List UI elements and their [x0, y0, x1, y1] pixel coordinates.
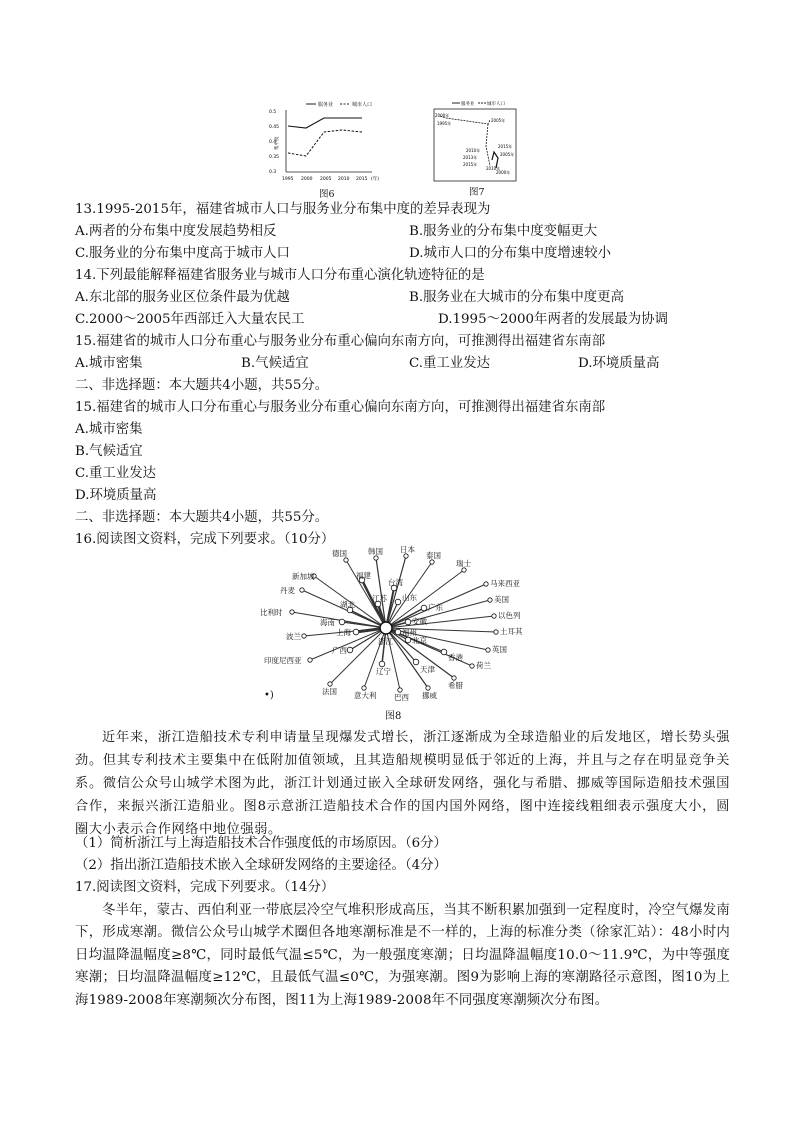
fig6-xtick-2: 2000 — [301, 177, 313, 182]
fig8-node-label: 波兰 — [286, 632, 301, 641]
fig8-edge — [386, 616, 494, 628]
fig8-node-label: 天津 — [420, 665, 435, 674]
fig8-node-label: 法国 — [322, 687, 337, 696]
fig7-label-6: 2015年 — [463, 162, 478, 167]
q14-option-c: C.2000～2005年西部迁入大量农民工 — [75, 312, 305, 327]
figure-6 — [266, 98, 392, 188]
fig8-node-label: 辽宁 — [376, 667, 391, 676]
fig7-legend-a: 服务业 — [461, 102, 475, 107]
fig8-node-label: 北京 — [412, 636, 427, 645]
q13-option-b: B.服务业的分布集中度变幅更大 — [409, 224, 598, 239]
fig6-line-service — [288, 118, 362, 128]
fig8-node — [421, 605, 427, 611]
fig7-legend-b: 城市人口 — [487, 102, 505, 107]
fig8-hub-node — [380, 622, 392, 634]
fig8-node — [353, 629, 359, 635]
fig6-ytick-4: 0.35 — [269, 155, 280, 160]
q17-paragraph: 冬半年，蒙古、西伯利亚一带底层冷空气堆积形成高压，当其不断积累加强到一定程度时，冷空气爆发南下，形成寒潮。微信公众号山城学术圈但各地寒潮标准是不一样的，上海的标准分类（徐家汇站）：48小时内日均温降温幅度≥8℃，同时最低气温≤5℃，为一般强度寒潮；日均温降温幅度10.0～11.9℃，为中等强度寒潮；日均温降温幅度≥12℃，且最低气温≤0℃，为强寒潮。图9为影响上海的寒潮路径示意图，图10为上海1989-2008年寒潮频次分布图，图11为上海1989-2008年不同强度寒潮频次分布图。 — [75, 903, 730, 1008]
fig7-label-10: 2000年 — [496, 170, 511, 175]
q15-option-a: A.城市密集 — [75, 356, 143, 371]
q17-stem: 17.阅读图文资料，完成下列要求。（14分） — [75, 880, 335, 895]
fig8-node-label: 希腊 — [448, 681, 463, 690]
q15b-option-a: A.城市密集 — [75, 422, 143, 437]
q13-option-d: D.城市人口的分布集中度增速较小 — [409, 246, 611, 261]
q14-option-a: A.东北部的服务业区位条件最为优越 — [75, 290, 290, 305]
fig8-node — [426, 686, 430, 690]
fig8-node-label: 湖北 — [340, 600, 355, 609]
fig8-node-label: 意大利 — [354, 691, 377, 700]
figure-8-network — [258, 545, 526, 710]
fig8-node-label: 土耳其 — [500, 627, 523, 636]
q16-sub2: （2）指出浙江造船技术嵌入全球研发网络的主要途径。（4分） — [75, 858, 447, 873]
fig8-node-label: 新加坡 — [292, 572, 315, 581]
fig8-node-label: 广东 — [428, 603, 443, 612]
fig8-node — [441, 649, 447, 655]
fig7-label-8: 2010年 — [486, 166, 501, 171]
fig8-node-label: 瑞士 — [456, 559, 471, 568]
q15b-stem: 15.福建省的城市人口分布重心与服务业分布重心偏向东南方向，可推测得出福建省东南部 — [75, 400, 606, 415]
fig6-xtick-5: 2015 — [356, 177, 368, 182]
figure-6-chart — [266, 98, 392, 188]
fig6-xtick-3: 2005 — [320, 177, 332, 182]
fig8-node-label: 美国 — [494, 595, 509, 604]
q15b-option-c: C.重工业发达 — [75, 466, 156, 481]
fig8-node — [405, 637, 411, 643]
fig6-ytick-5: 0.3 — [269, 170, 277, 175]
fig8-node — [470, 664, 474, 668]
fig7-label-5: 2013年 — [463, 155, 478, 160]
fig8-node — [488, 598, 492, 602]
fig8-node-label: 挪威 — [422, 691, 437, 700]
fig8-node-label: 江苏 — [372, 594, 387, 603]
fig8-node-label: 巴西 — [394, 693, 409, 702]
fig8-node — [374, 556, 378, 560]
fig6-line-population — [288, 130, 362, 156]
fig6-ylabel: 集中度 — [275, 136, 280, 150]
fig8-node — [300, 588, 304, 592]
fig8-node — [290, 610, 294, 614]
fig8-node — [484, 582, 488, 586]
figure-7 — [430, 98, 520, 184]
fig8-node-label: 福建 — [356, 571, 371, 580]
fig8-node-label: 上海 — [336, 628, 351, 637]
fig8-node-label: 英国 — [492, 645, 507, 654]
fig8-node — [413, 659, 419, 665]
q16-paragraph: 近年来，浙江造船技术专利申请量呈现爆发式增长，浙江逐渐成为全球造船业的后发地区，增长势头强劲。但其专利技术主要集中在低附加值领域，且其造船规模明显低于邻近的上海，并且与之存在明显竞争关系。微信公众号山城学术图为此，浙江计划通过嵌入全球研发网络，强化与希腊、挪威等国际造船技术强国合作，来振兴浙江造船业。图8示意浙江造船技术合作的国内国外网络，图中连接线粗细表示强度大小，圆圈大小表示合作网络中地位强弱。 — [75, 730, 730, 837]
q15-stem: 15.福建省的城市人口分布重心与服务业分布重心偏向东南方向，可推测得出福建省东南部 — [75, 334, 606, 349]
fig6-legend-b: 城市人口 — [352, 102, 373, 108]
fig8-node — [405, 619, 411, 625]
fig8-node-label: 香港 — [448, 653, 463, 662]
q15b-option-b: B.气候适宜 — [75, 444, 143, 459]
fig8-node-label: 安徽 — [412, 617, 427, 626]
fig8-node — [395, 629, 401, 635]
fig6-xunit: (年) — [371, 177, 380, 182]
fig8-node — [462, 568, 466, 572]
fig6-legend-a: 服务业 — [318, 102, 334, 108]
fig8-node — [328, 682, 332, 686]
fig8-node-label: 韩国 — [368, 547, 383, 556]
fig8-node-label: 马来西亚 — [490, 579, 520, 588]
q14-option-d: D.1995～2000年两者的发展最为协调 — [438, 312, 668, 327]
fig8-node-label: 泰国 — [426, 551, 441, 560]
fig7-label-2: 1995年 — [437, 121, 452, 126]
fig6-xtick-1: 1995 — [282, 177, 294, 182]
fig8-node — [486, 648, 490, 652]
figure-7-chart — [430, 98, 520, 184]
fig8-node-label: 比利时 — [260, 608, 283, 617]
fig8-node — [339, 619, 345, 625]
fig8-hub-label: 浙江 — [378, 637, 393, 646]
fig7-label-9: 2005年 — [500, 152, 515, 157]
q13-option-a: A.两者的分布集中度发展趋势相反 — [75, 224, 277, 239]
fig8-node — [494, 630, 498, 634]
fig8-node — [404, 554, 408, 558]
fig8-node — [347, 647, 353, 653]
figure-8 — [258, 545, 526, 710]
fig8-node-label: 以色列 — [498, 611, 521, 620]
figure-6-caption: 图6 — [319, 189, 335, 200]
fig8-node — [308, 658, 312, 662]
fig7-label-1: 2000年 — [435, 113, 450, 118]
fig8-node — [492, 614, 496, 618]
fig8-node-label: 广西 — [332, 646, 347, 655]
fig8-node — [344, 558, 348, 562]
fig8-node-label: 德国 — [332, 549, 347, 558]
fig8-node-label: 福州 — [402, 628, 417, 637]
section-2b-heading: 二、非选择题：本大题共4小题，共55分。 — [75, 510, 329, 525]
fig6-ytick-3: 0.4 — [269, 140, 277, 145]
fig7-label-3: 2005年 — [491, 118, 506, 123]
q16-stem: 16.阅读图文资料，完成下列要求。（10分） — [75, 532, 335, 547]
fig8-node — [430, 560, 434, 564]
q15b-option-d: D.环境质量高 — [75, 488, 157, 503]
fig8-node — [398, 688, 402, 692]
q14-option-b: B.服务业在大城市的分布集中度更高 — [409, 290, 624, 305]
figure-8-caption: 图8 — [385, 711, 402, 722]
q14-stem: 14.下列最能解释福建省服务业与城市人口分布重心演化轨迹特征的是 — [75, 268, 485, 283]
fig8-node — [302, 634, 306, 638]
fig7-label-7: 2015年 — [498, 144, 513, 149]
fig8-node-label: 荷兰 — [476, 661, 491, 670]
fig6-ytick-1: 0.5 — [269, 110, 277, 115]
fig8-node-label: 山东 — [402, 593, 417, 602]
fig7-label-4: 2010年 — [466, 148, 481, 153]
section-2-heading: 二、非选择题：本大题共4小题，共55分。 — [75, 378, 329, 393]
fig6-ytick-2: 0.45 — [269, 125, 280, 130]
q15-option-d: D.环境质量高 — [578, 356, 660, 371]
fig6-xtick-4: 2010 — [338, 177, 350, 182]
fig8-node — [395, 599, 401, 605]
fig8-node-label: 日本 — [400, 545, 415, 554]
fig8-node-label: 丹麦 — [280, 586, 295, 595]
q13-stem: 13.1995-2015年，福建省城市人口与服务业分布集中度的差异表现为 — [75, 202, 491, 217]
fig8-node-label: 台湾 — [388, 578, 403, 587]
q15-option-c: C.重工业发达 — [409, 356, 490, 371]
figure-7-caption: 图7 — [469, 187, 485, 198]
fig8-node — [452, 676, 456, 680]
fig8-node — [362, 686, 366, 690]
fig8-node — [379, 661, 385, 667]
fig8-node-label: 印度尼西亚 — [264, 656, 302, 665]
q13-option-c: C.服务业的分布集中度高于城市人口 — [75, 246, 290, 261]
q15-option-b: B.气候适宜 — [241, 356, 309, 371]
q16-sub1: （1）简析浙江与上海造船技术合作强度低的市场原因。（6分） — [75, 836, 447, 851]
figure-8-mark: •) — [264, 690, 274, 701]
fig8-node-label: 海南 — [320, 618, 335, 627]
